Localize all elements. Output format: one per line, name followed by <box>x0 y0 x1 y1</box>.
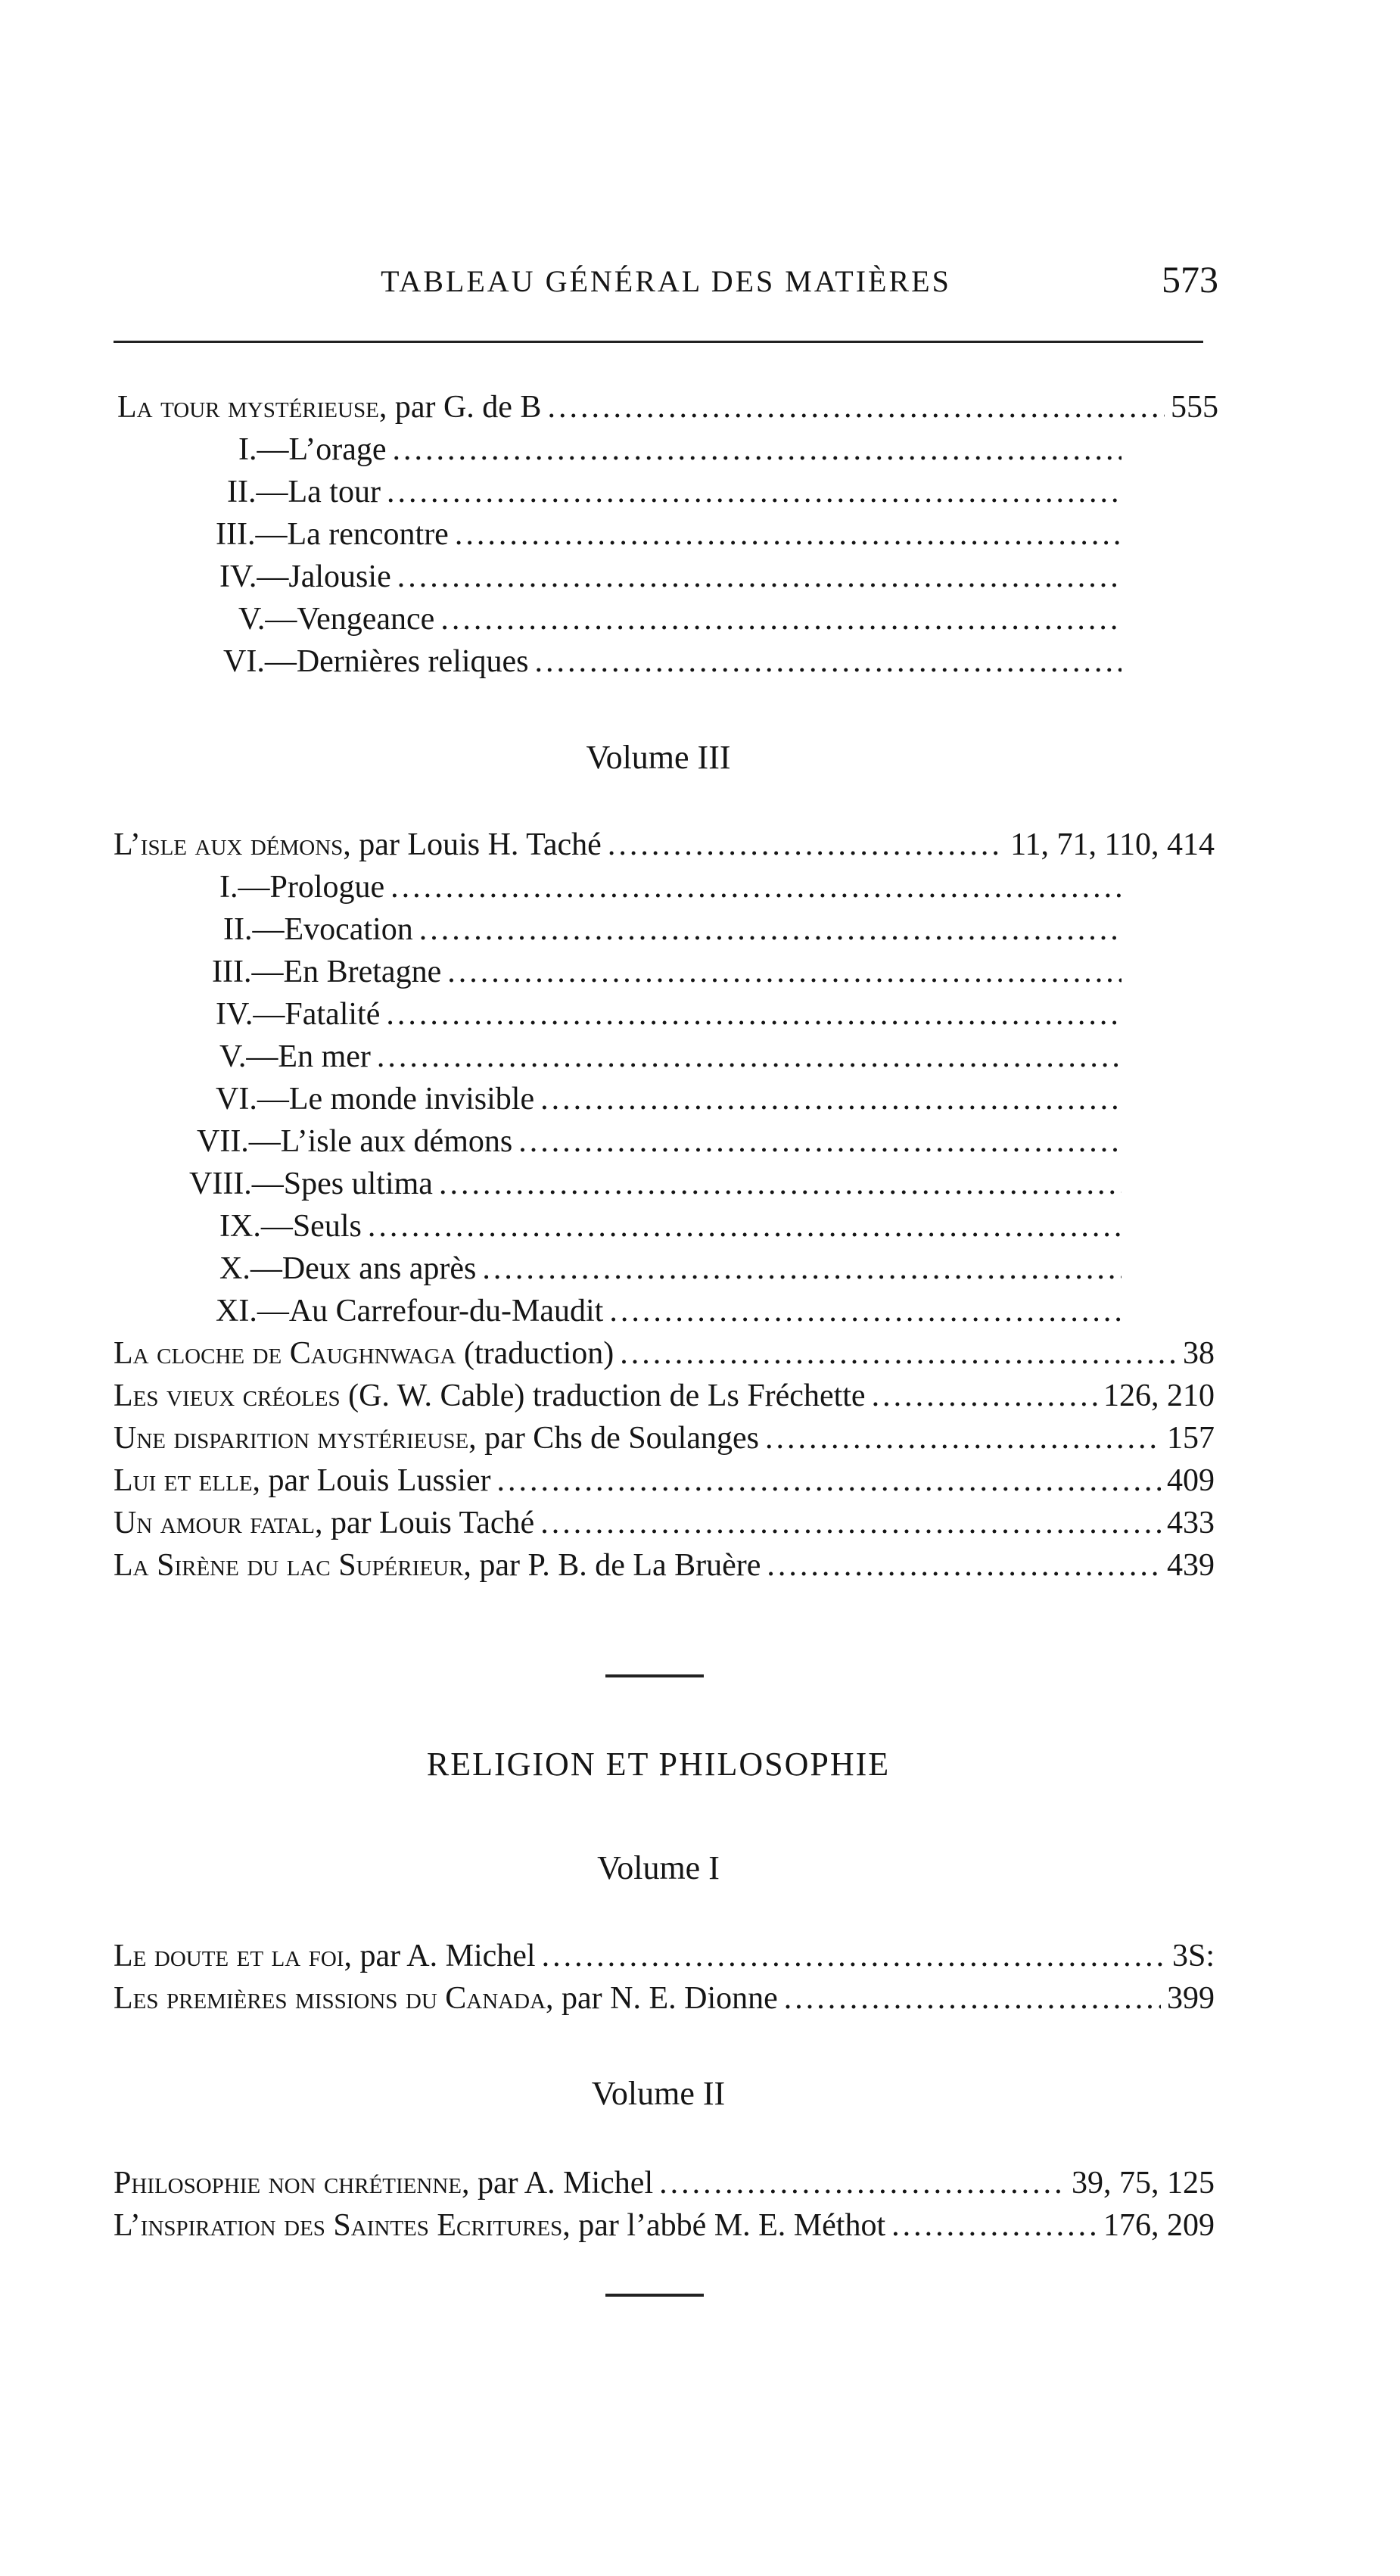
toc-entry <box>117 389 1218 431</box>
toc-subentry <box>216 996 1128 1039</box>
dot-leader <box>377 1039 1122 1075</box>
dot-leader <box>608 827 1004 863</box>
entry-title: Les premières missions du Canada <box>114 1981 546 2016</box>
chapter-title: V.—En mer <box>219 1039 371 1074</box>
entry-title: Le doute et la foi <box>114 1939 344 1973</box>
toc-subentry <box>219 1251 1128 1293</box>
entry-author: , par G. de B <box>378 390 542 425</box>
toc-entry <box>114 1938 1215 1980</box>
chapter-title: II.—La tour <box>227 475 381 509</box>
toc-entry <box>114 2165 1215 2207</box>
chapter-title: VII.—L’isle aux démons <box>197 1124 513 1159</box>
dot-leader <box>387 474 1122 510</box>
header-rule <box>114 341 1203 343</box>
page-ref: 433 <box>1167 1506 1215 1540</box>
chapter-title: II.—Evocation <box>223 912 413 947</box>
dot-leader <box>659 2165 1066 2201</box>
dot-leader <box>540 1081 1122 1117</box>
toc-entry <box>114 1420 1215 1462</box>
dot-leader <box>497 1462 1162 1499</box>
dot-leader <box>482 1251 1122 1287</box>
entry-author: (G. W. Cable) traduction de Ls Fréchette <box>340 1378 866 1413</box>
toc-entry <box>114 1505 1215 1547</box>
toc-subentry <box>189 1166 1128 1208</box>
dot-leader <box>542 1938 1166 1974</box>
page-number: 573 <box>1162 258 1218 301</box>
dot-leader <box>419 911 1122 948</box>
toc-entry <box>114 1378 1215 1420</box>
section-title: RELIGION ET PHILOSOPHIE <box>426 1746 891 1783</box>
toc-subentry <box>238 431 1128 474</box>
dot-leader <box>440 601 1122 637</box>
dot-leader <box>439 1166 1122 1202</box>
running-head <box>114 257 1218 310</box>
page-ref: 39, 75, 125 <box>1072 2166 1215 2201</box>
entry-title: Une disparition mystérieuse <box>114 1421 469 1456</box>
toc-subentry <box>216 516 1128 559</box>
toc-entry <box>114 1462 1215 1505</box>
toc-subentry <box>223 911 1128 954</box>
dot-leader <box>891 2207 1097 2244</box>
volume-heading: Volume II <box>591 2075 726 2112</box>
section-separator <box>605 1674 704 1677</box>
entry-author: , par Louis Taché <box>315 1506 535 1540</box>
toc-entry <box>114 1547 1215 1590</box>
entry-author: , par P. B. de La Bruère <box>463 1548 761 1583</box>
page-ref: 439 <box>1167 1548 1215 1583</box>
entry-title: L’inspiration des Saintes Ecritures <box>114 2208 563 2243</box>
toc-subentry <box>223 643 1128 686</box>
toc-subentry <box>197 1123 1128 1166</box>
chapter-title: IX.—Seuls <box>219 1209 362 1244</box>
entry-title: La cloche de Caughnwaga <box>114 1336 456 1371</box>
chapter-title: III.—La rencontre <box>216 517 449 552</box>
entry-author: , par Louis Lussier <box>252 1463 491 1498</box>
entry-author: , par l’abbé M. E. Méthot <box>562 2208 886 2243</box>
volume-heading: Volume I <box>597 1849 720 1886</box>
page-ref: 11, 71, 110, 414 <box>1010 827 1215 862</box>
entry-title: Un amour fatal <box>114 1506 315 1540</box>
entry-author: , par A. Michel <box>344 1939 536 1973</box>
dot-leader <box>620 1335 1177 1372</box>
section-separator <box>605 2294 704 2297</box>
dot-leader <box>518 1123 1122 1160</box>
volume-heading: Volume III <box>586 739 731 776</box>
page-ref: 409 <box>1167 1463 1215 1498</box>
dot-leader <box>535 643 1122 680</box>
entry-title: Lui et elle <box>114 1463 253 1498</box>
dot-leader <box>386 996 1122 1033</box>
page-ref: 126, 210 <box>1103 1378 1215 1413</box>
page-ref: 38 <box>1183 1336 1215 1371</box>
dot-leader <box>872 1378 1097 1414</box>
toc-entry <box>114 2207 1215 2250</box>
dot-leader <box>547 389 1165 425</box>
entry-author: (traduction) <box>456 1336 614 1371</box>
page-ref: 176, 209 <box>1103 2208 1215 2243</box>
toc-subentry <box>216 1293 1128 1335</box>
dot-leader <box>368 1208 1122 1244</box>
entry-title: L’isle aux démons <box>114 827 344 862</box>
dot-leader <box>767 1547 1161 1584</box>
chapter-title: IV.—Fatalité <box>216 997 381 1032</box>
toc-subentry <box>238 601 1128 643</box>
entry-title: Les vieux créoles <box>114 1378 341 1413</box>
toc-subentry <box>227 474 1128 516</box>
toc-subentry <box>219 1208 1128 1251</box>
toc-subentry <box>216 1081 1128 1123</box>
entry-author: , par N. E. Dionne <box>546 1981 778 2016</box>
toc-subentry <box>219 1039 1128 1081</box>
chapter-title: V.—Vengeance <box>238 602 435 637</box>
page-ref: 555 <box>1171 390 1218 425</box>
toc-subentry <box>219 559 1128 601</box>
chapter-title: VIII.—Spes ultima <box>189 1167 433 1201</box>
chapter-title: III.—En Bretagne <box>212 955 442 989</box>
chapter-title: X.—Deux ans après <box>219 1251 477 1286</box>
toc-subentry <box>212 954 1128 996</box>
dot-leader <box>447 954 1122 990</box>
entry-title: La tour mystérieuse <box>117 390 379 425</box>
entry-author: , par Louis H. Taché <box>343 827 602 862</box>
dot-leader <box>765 1420 1161 1456</box>
dot-leader <box>390 869 1122 905</box>
page-ref: 157 <box>1167 1421 1215 1456</box>
entry-title: Philosophie non chrétienne <box>114 2166 462 2201</box>
dot-leader <box>393 431 1122 468</box>
chapter-title: IV.—Jalousie <box>219 559 391 594</box>
entry-author: , par A. Michel <box>462 2166 654 2201</box>
chapter-title: XI.—Au Carrefour-du-Maudit <box>216 1294 604 1328</box>
page-ref: 3S: <box>1171 1939 1215 1973</box>
dot-leader <box>540 1505 1161 1541</box>
chapter-title: I.—Prologue <box>219 870 385 905</box>
chapter-title: I.—L’orage <box>238 432 387 467</box>
page-ref: 399 <box>1167 1981 1215 2016</box>
dot-leader <box>455 516 1122 553</box>
running-title: TABLEAU GÉNÉRAL DES MATIÈRES <box>381 264 951 298</box>
dot-leader <box>397 559 1122 595</box>
chapter-title: VI.—Le monde invisible <box>216 1082 535 1117</box>
entry-author: , par Chs de Soulanges <box>468 1421 759 1456</box>
toc-subentry <box>219 869 1128 911</box>
toc-entry <box>114 827 1215 869</box>
toc-entry <box>114 1335 1215 1378</box>
toc-entry <box>114 1980 1215 2023</box>
dot-leader <box>784 1980 1161 2017</box>
dot-leader <box>609 1293 1122 1329</box>
entry-title: La Sirène du lac Supérieur <box>114 1548 464 1583</box>
chapter-title: VI.—Dernières reliques <box>223 644 529 679</box>
